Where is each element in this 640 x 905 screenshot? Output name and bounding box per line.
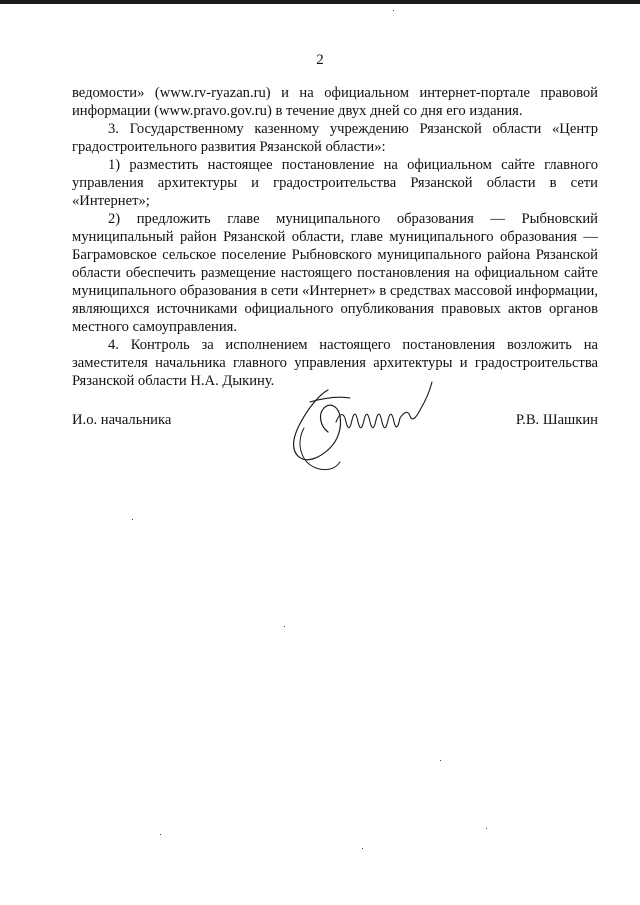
top-scan-border: [0, 0, 640, 4]
signer-name: Р.В. Шашкин: [515, 412, 598, 428]
scan-speck: [393, 10, 394, 11]
signer-position: И.о. начальника: [72, 412, 172, 428]
paragraph-subitem-2: 2) предложить главе муниципального образования — Рыбновский муниципальный район Рязанской области, главе муниципального образования — Баграмовское сельское поселение Рыбновского муниципального района Рязанской области обеспечить размещение настоящего постановления на официальном сайте муниципального образования в сети «Интернет» в средствах массовой информации, являющихся источниками официального опубликования правовых актов органов местного самоуправления.: [72, 211, 598, 335]
handwritten-signature: [280, 372, 440, 472]
paragraph-item-4: 4. Контроль за исполнением настоящего постановления возложить на заместителя начальника главного управления архитектуры и градостроительства Рязанской области Н.А. Дыкину.: [72, 337, 598, 389]
scan-speck: [160, 834, 161, 835]
scan-speck: [440, 760, 441, 761]
scan-speck: [486, 828, 487, 829]
scan-speck: [284, 626, 285, 627]
paragraph-publication-continued: ведомости» (www.rv-ryazan.ru) и на официальном интернет-портале правовой информации (www.pravo.gov.ru) в течение двух дней со дня его издания.: [72, 85, 598, 119]
document-body: [72, 84, 598, 390]
paragraph-item-3: 3. Государственному казенному учреждению Рязанской области «Центр градостроительного развития Рязанской области»:: [72, 121, 598, 155]
scan-speck: [132, 519, 133, 520]
paragraph-subitem-1: 1) разместить настоящее постановление на официальном сайте главного управления архитектуры и градостроительства Рязанской области в сети «Интернет»;: [72, 157, 598, 209]
scan-speck: [362, 848, 363, 849]
page-number: 2: [316, 52, 324, 68]
